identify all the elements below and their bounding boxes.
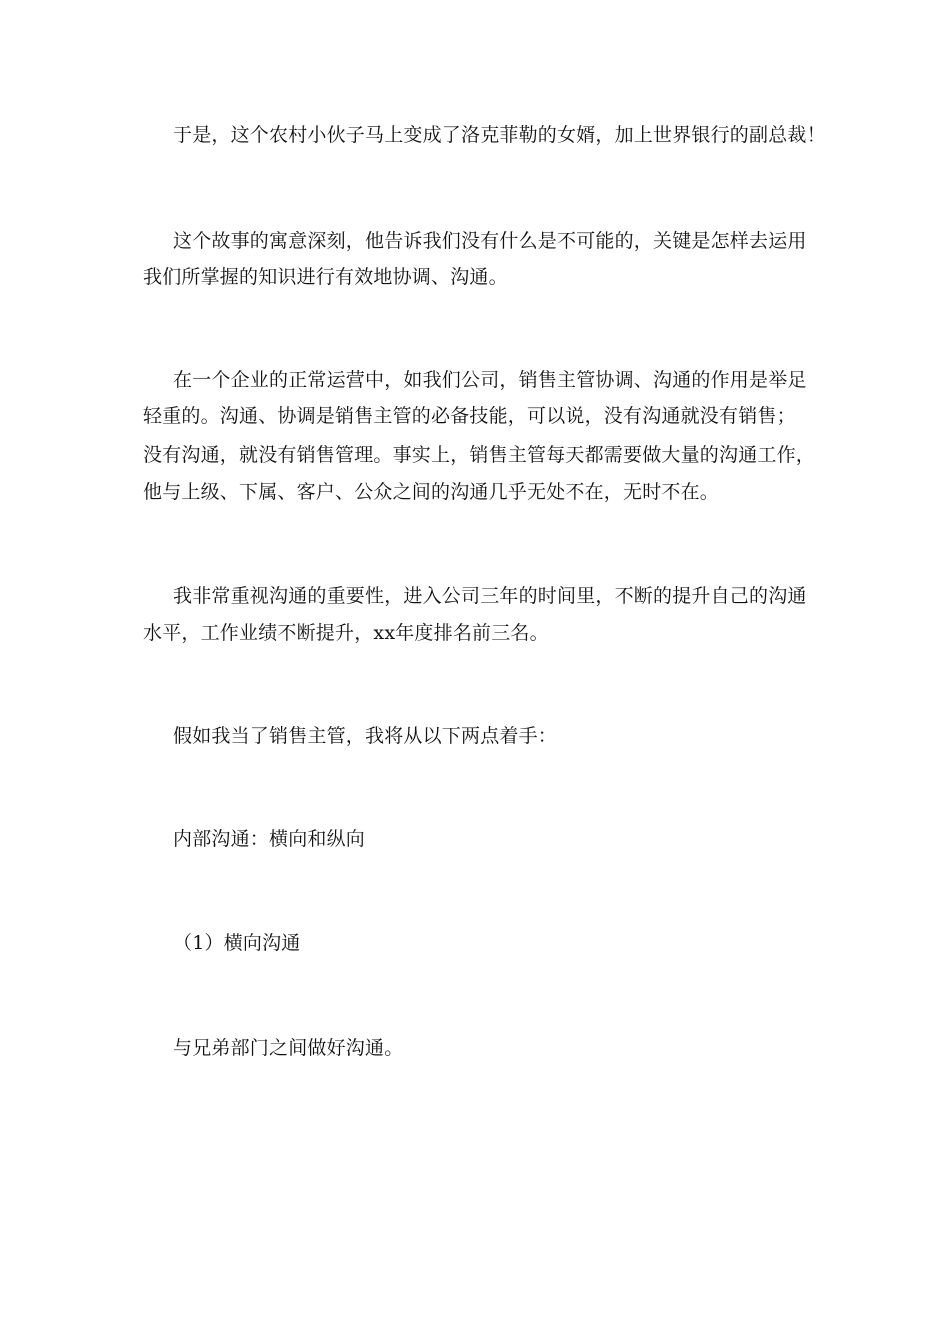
paragraph-8-line-1: 与兄弟部门之间做好沟通。 xyxy=(173,1037,404,1059)
paragraph-5-line-1: 假如我当了销售主管，我将从以下两点着手： xyxy=(173,725,558,747)
paragraph-3-line-4: 他与上级、下属、客户、公众之间的沟通几乎无处不在，无时不在。 xyxy=(143,481,720,503)
paragraph-2-line-2: 我们所掌握的知识进行有效地协调、沟通。 xyxy=(143,266,508,288)
paragraph-3-line-1: 在一个企业的正常运营中，如我们公司，销售主管协调、沟通的作用是举足 xyxy=(173,369,807,391)
paragraph-4-line-1: 我非常重视沟通的重要性，进入公司三年的时间里，不断的提升自己的沟通 xyxy=(173,585,807,607)
paragraph-2-line-1: 这个故事的寓意深刻，他告诉我们没有什么是不可能的，关键是怎样去运用 xyxy=(173,230,807,252)
paragraph-3-line-2: 轻重的。沟通、协调是销售主管的必备技能，可以说，没有沟通就没有销售； xyxy=(143,405,796,427)
paragraph-3-line-3: 没有沟通，就没有销售管理。事实上，销售主管每天都需要做大量的沟通工作， xyxy=(143,444,816,466)
paragraph-4-line-2: 水平，工作业绩不断提升，xx年度排名前三名。 xyxy=(143,622,549,644)
paragraph-1-line-1: 于是，这个农村小伙子马上变成了洛克菲勒的女婿，加上世界银行的副总裁！ xyxy=(173,124,826,146)
paragraph-6-line-1: 内部沟通：横向和纵向 xyxy=(173,828,366,850)
paragraph-7-line-1: （1）横向沟通 xyxy=(173,932,301,954)
